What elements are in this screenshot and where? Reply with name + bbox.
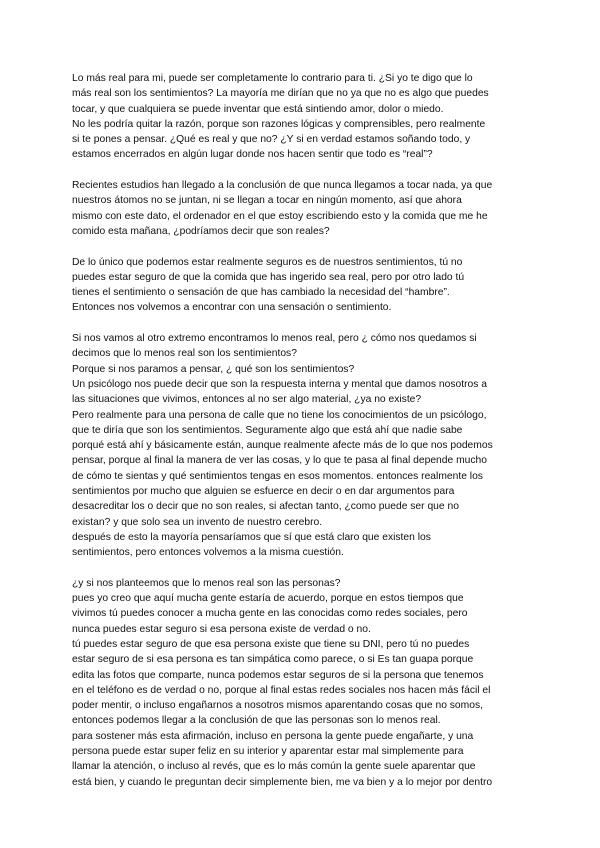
text-line: tocar, y que cualquiera se puede inventar que está sintiendo amor, dolor o miedo. (72, 103, 444, 115)
text-line: las situaciones que vivimos, entonces al no ser algo material, ¿ya no existe? (72, 394, 422, 406)
text-line: Pero realmente para una persona de calle que no tiene los conocimientos de un psicólogo, (72, 409, 487, 421)
text-line: existan? y que solo sea un invento de nuestro cerebro. (72, 516, 323, 528)
text-line: No les podría quitar la razón, porque son razones lógicas y comprensibles, pero realmente (72, 118, 486, 130)
text-line: sentimientos por mucho que alguien se esfuerce en decir o en dar argumentos para (72, 486, 455, 498)
text-line: si te pones a pensar. ¿Qué es real y que no? ¿Y si en verdad estamos soñando todo, y (72, 134, 471, 146)
text-line: más real son los sentimientos? La mayoría me dirían que no ya que no es algo que puedes (72, 88, 489, 100)
text-line: Lo más real para mi, puede ser completamente lo contrario para ti. ¿Si yo te digo que lo (72, 73, 473, 84)
paragraph-4 (72, 331, 532, 560)
text-line: puedes estar seguro de que la comida que has ingerido sea real, pero por otro lado tú (72, 271, 465, 283)
text-line: Recientes estudios han llegado a la conclusión de que nunca llegamos a tocar nada, ya que (72, 180, 493, 192)
text-line: Entonces nos volvemos a encontrar con una sensación o sentimiento. (72, 302, 392, 314)
text-line: sentimientos, pero entonces volvemos a la misma cuestión. (72, 547, 344, 559)
text-line: estar seguro de si esa persona es tan simpática como parece, o si Es tan guapa porque (72, 654, 474, 666)
text-line: tú puedes estar seguro de que esa persona existe que tiene su DNI, pero tú no puedes (72, 638, 470, 650)
text-line: después de esto la mayoría pensaríamos que sí que está claro que existen los (72, 531, 431, 543)
text-line: De lo único que podemos estar realmente seguros es de nuestros sentimientos, tú no (72, 256, 463, 268)
text-line: tienes el sentimiento o sensación de que has cambiado la necesidad del “hambre”. (72, 287, 450, 299)
paragraph-5 (72, 576, 532, 790)
text-line: estamos encerrados en algún lugar donde nos hacen sentir que todo es “real”? (72, 149, 433, 161)
text-line: nunca puedes estar seguro si esa persona existe de verdad o no. (72, 623, 371, 635)
text-line: que te diría que son los sentimientos. Seguramente algo que está ahí que nadie sabe (72, 424, 463, 436)
text-line: nuestros átomos no se juntan, ni se llegan a tocar en ningún momento, así que ahora (72, 195, 462, 207)
text-line: ¿y si nos planteemos que lo menos real son las personas? (72, 577, 341, 589)
text-line: entonces podemos llegar a la conclusión de que las personas son lo menos real. (72, 715, 441, 727)
text-line: vivimos tú puedes conocer a mucha gente en las conocidas como redes sociales, pero (72, 608, 468, 620)
document-body (72, 71, 532, 805)
paragraph-1 (72, 71, 532, 163)
text-line: desacreditar los o decir que no son reales, si afectan tanto, ¿como puede ser que no (72, 501, 459, 513)
text-line: en el teléfono es de verdad o no, porque al final estas redes sociales nos hacen más fácil el (72, 684, 491, 696)
text-line: está bien, y cuando le preguntan decir simplemente bien, me va bien y a lo mejor por dentro (72, 776, 493, 788)
text-line: edita las fotos que comparte, nunca podemos estar seguros de si la persona que tenemos (72, 669, 484, 681)
text-line: pensar, porque al final la manera de ver las cosas, y lo que te pasa al final depende mucho (72, 455, 487, 467)
text-line: Si nos vamos al otro extremo encontramos lo menos real, pero ¿ cómo nos quedamos si (72, 333, 477, 345)
text-line: mismo con este dato, el ordenador en el que estoy escribiendo esto y la comida que me he (72, 210, 488, 222)
text-line: decimos que lo menos real son los sentimientos? (72, 348, 297, 360)
text-line: Un psicólogo nos puede decir que son la respuesta interna y mental que damos nosotros a (72, 378, 487, 390)
text-line: pues yo creo que aquí mucha gente estaría de acuerdo, porque en estos tiempos que (72, 593, 464, 605)
paragraph-2 (72, 178, 532, 239)
text-line: Porque si nos paramos a pensar, ¿ qué son los sentimientos? (72, 363, 355, 375)
text-line: persona puede estar super feliz en su interior y aparentar estar mal simplemente para (72, 746, 464, 758)
text-line: de cómo te sientas y qué sentimientos tengas en esos momentos. entonces realmente los (72, 470, 483, 482)
text-line: porqué está ahí y básicamente están, aunque realmente afecte más de lo que nos podemos (72, 440, 493, 452)
text-line: comido esta mañana, ¿podríamos decir que son reales? (72, 225, 330, 237)
text-line: poder mentir, o incluso engañarnos a nosotros mismos aparentando cosas que no somos, (72, 700, 483, 712)
paragraph-3 (72, 255, 532, 316)
text-line: llamar la atención, o incluso al revés, que es lo más común la gente suele aparentar que (72, 761, 476, 773)
text-line: para sostener más esta afirmación, incluso en persona la gente puede engañarte, y una (72, 730, 474, 742)
